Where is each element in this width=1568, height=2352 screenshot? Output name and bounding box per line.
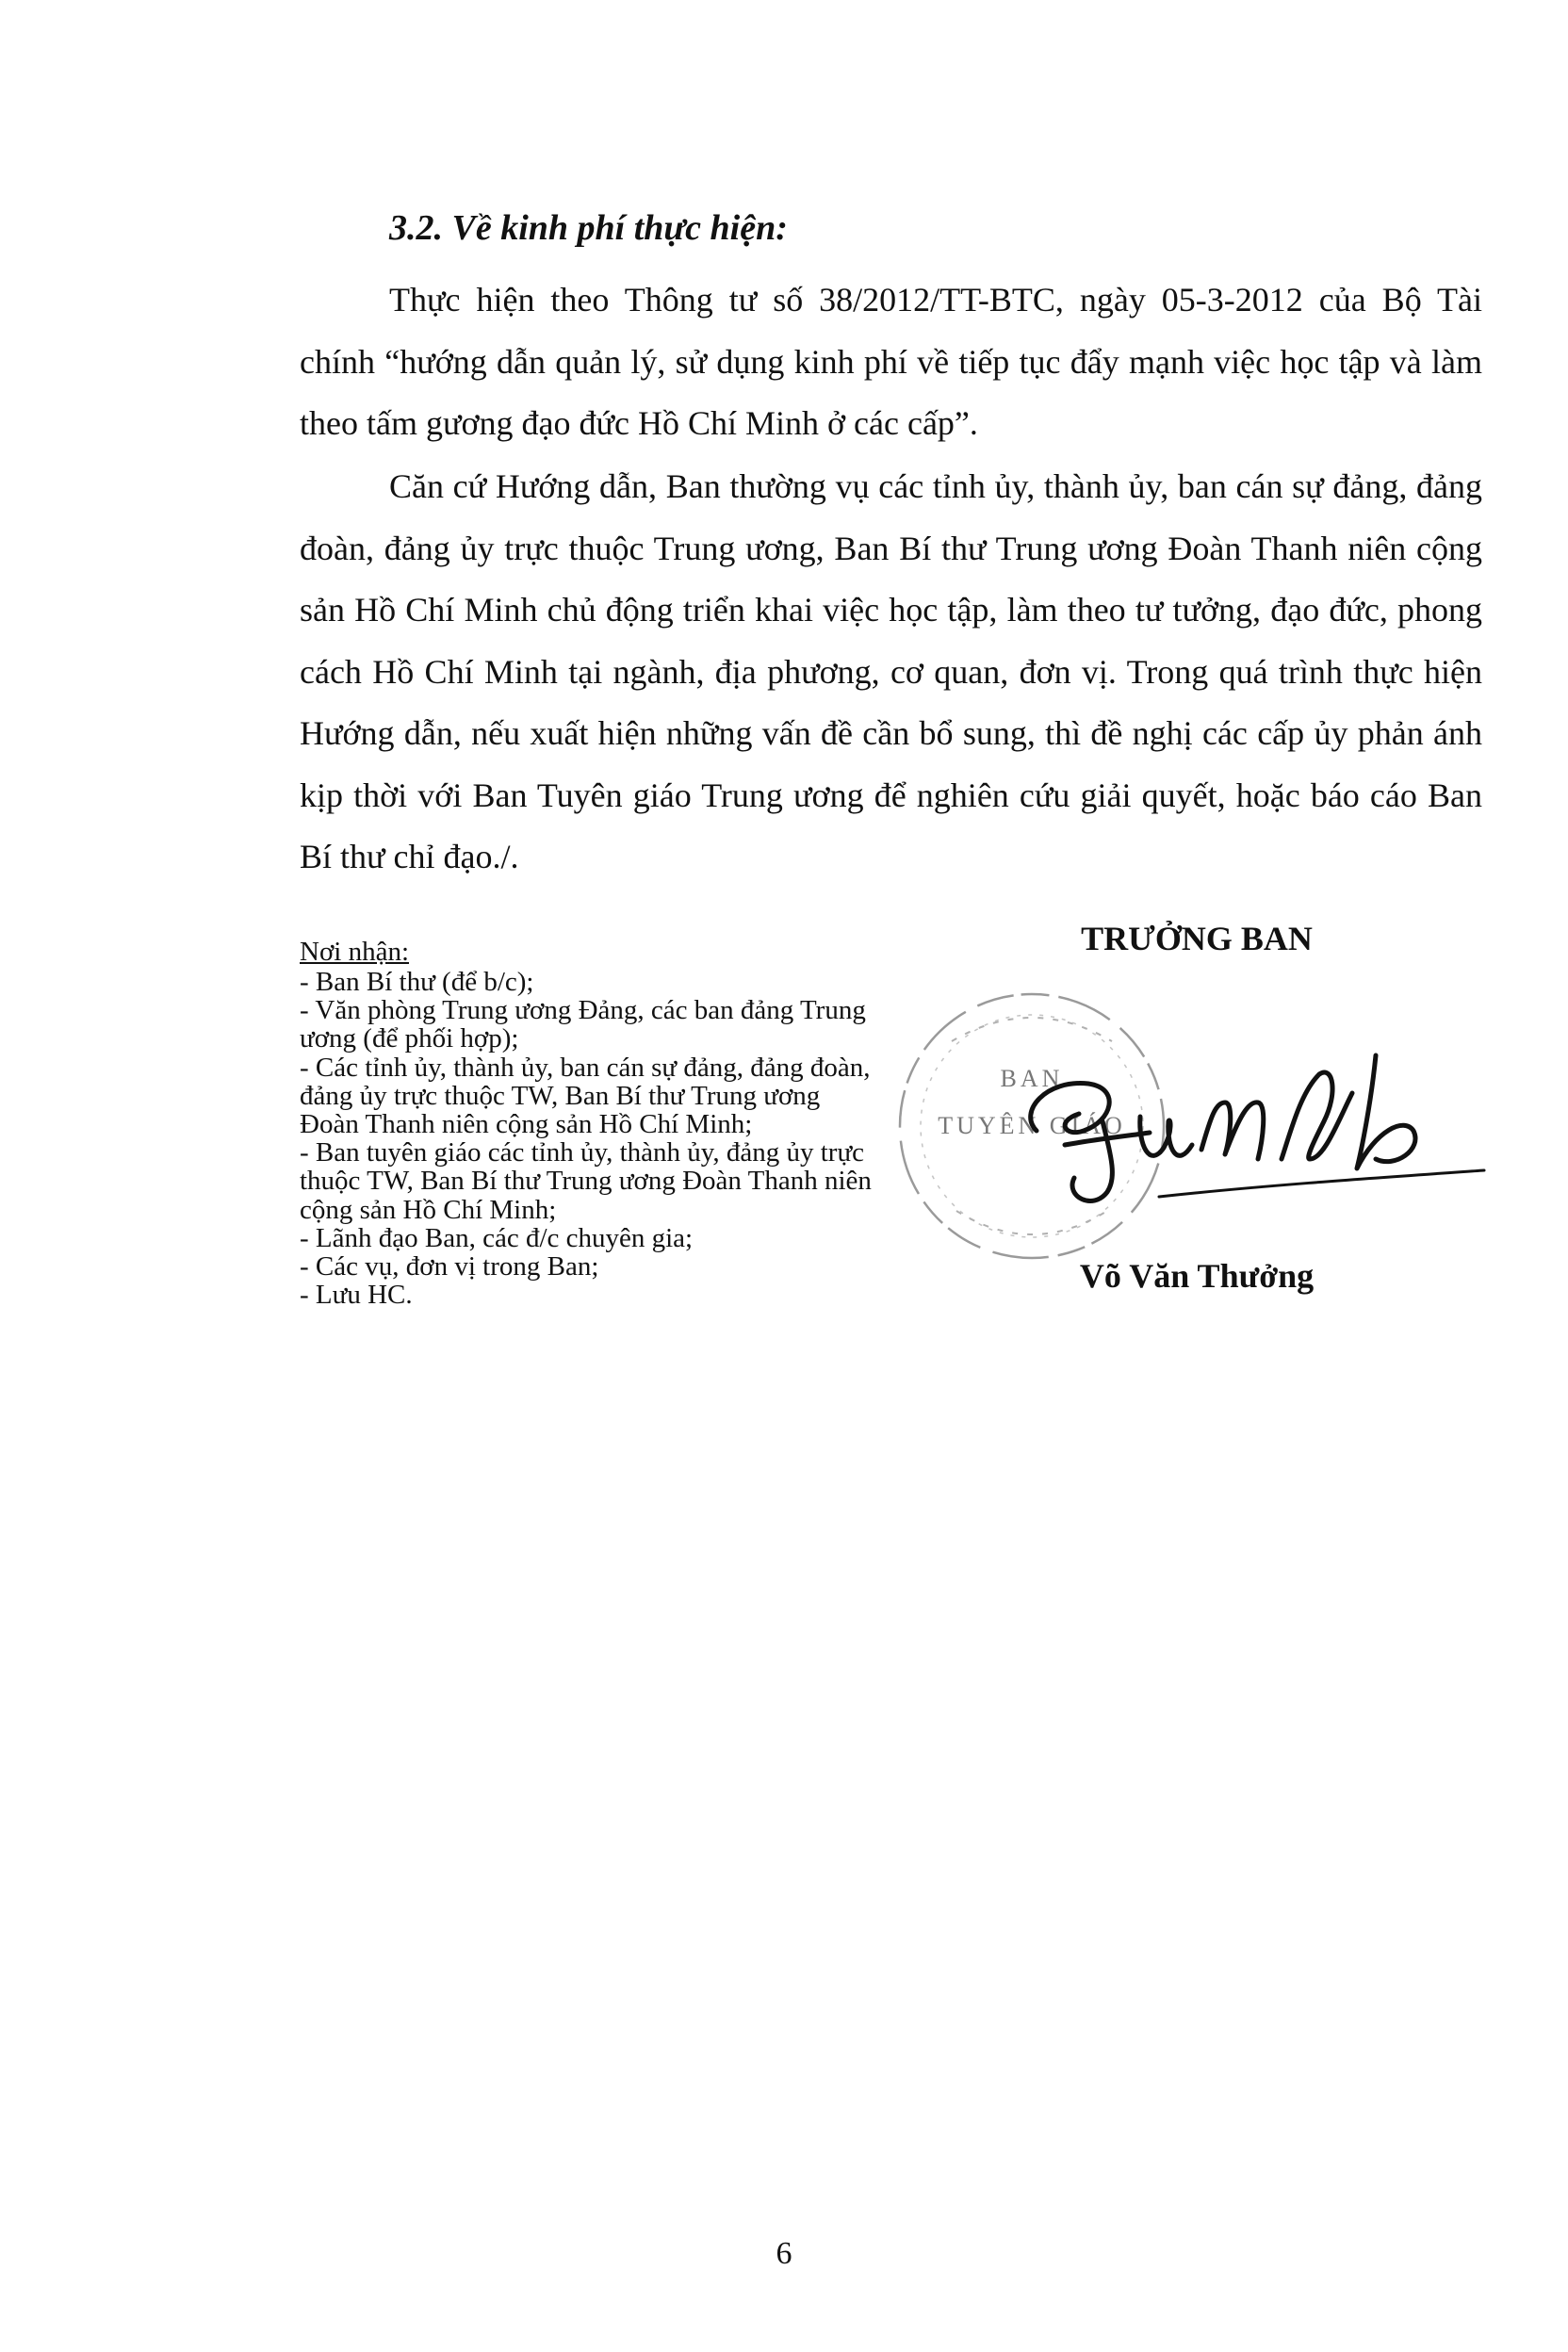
stamp-text: BAN xyxy=(1000,1065,1064,1092)
paragraph-implementation: Căn cứ Hướng dẫn, Ban thường vụ các tỉnh ủy, thành ủy, ban cán sự đảng, đảng đoàn, đảng ủy trực thuộc Trung ương, Ban Bí thư Trung ương Đoàn Thanh niên cộng sản Hồ Chí Minh chủ động triển khai việc học tập, làm theo tư tưởng, đạo đức, phong cách Hồ Chí Minh tại ngành, địa phương, cơ quan, đơn vị. Trong quá trình thực hiện Hướng dẫn, nếu xuất hiện những vấn đề cần bổ sung, thì đề nghị các cấp ủy phản ánh kịp thời với Ban Tuyên giáo Trung ương để nghiên cứu giải quyết, hoặc báo cáo Ban Bí thư chỉ đạo./. xyxy=(300,467,1482,875)
recipient-item: - Các tỉnh ủy, thành ủy, ban cán sự đảng, đảng đoàn, đảng ủy trực thuộc TW, Ban Bí thư Trung ương Đoàn Thanh niên cộng sản Hồ Chí Minh; xyxy=(300,1052,871,1140)
recipient-item: - Lãnh đạo Ban, các đ/c chuyên gia; xyxy=(300,1222,694,1253)
handwritten-signature xyxy=(999,1027,1489,1234)
recipient-item: - Ban Bí thư (để b/c); xyxy=(300,967,534,997)
signer-title: TRƯỞNG BAN xyxy=(1081,920,1313,957)
recipient-item: - Ban tuyên giáo các tỉnh ủy, thành ủy, đảng ủy trực thuộc TW, Ban Bí thư Trung ương Đoàn Thanh niên cộng sản Hồ Chí Minh; xyxy=(300,1137,872,1225)
page-number: 6 xyxy=(776,2236,792,2271)
paragraph-funding: Thực hiện theo Thông tư số 38/2012/TT-BTC, ngày 05-3-2012 của Bộ Tài chính “hướng dẫn quản lý, sử dụng kinh phí về tiếp tục đẩy mạnh việc học tập và làm theo tấm gương đạo đức Hồ Chí Minh ở các cấp”. xyxy=(300,281,1482,442)
section-heading: 3.2. Về kinh phí thực hiện: xyxy=(389,208,788,248)
recipients-list xyxy=(300,968,884,1309)
recipient-item: - Văn phòng Trung ương Đảng, các ban đảng Trung ương (để phối hợp); xyxy=(300,995,866,1054)
recipient-item: - Lưu HC. xyxy=(300,1280,413,1311)
recipient-item: - Các vụ, đơn vị trong Ban; xyxy=(300,1251,599,1282)
stamp-text: TUYÊN GIÁO xyxy=(938,1112,1126,1139)
recipients-title: Nơi nhận: xyxy=(300,937,410,967)
signer-name: Võ Văn Thưởng xyxy=(1079,1257,1315,1295)
